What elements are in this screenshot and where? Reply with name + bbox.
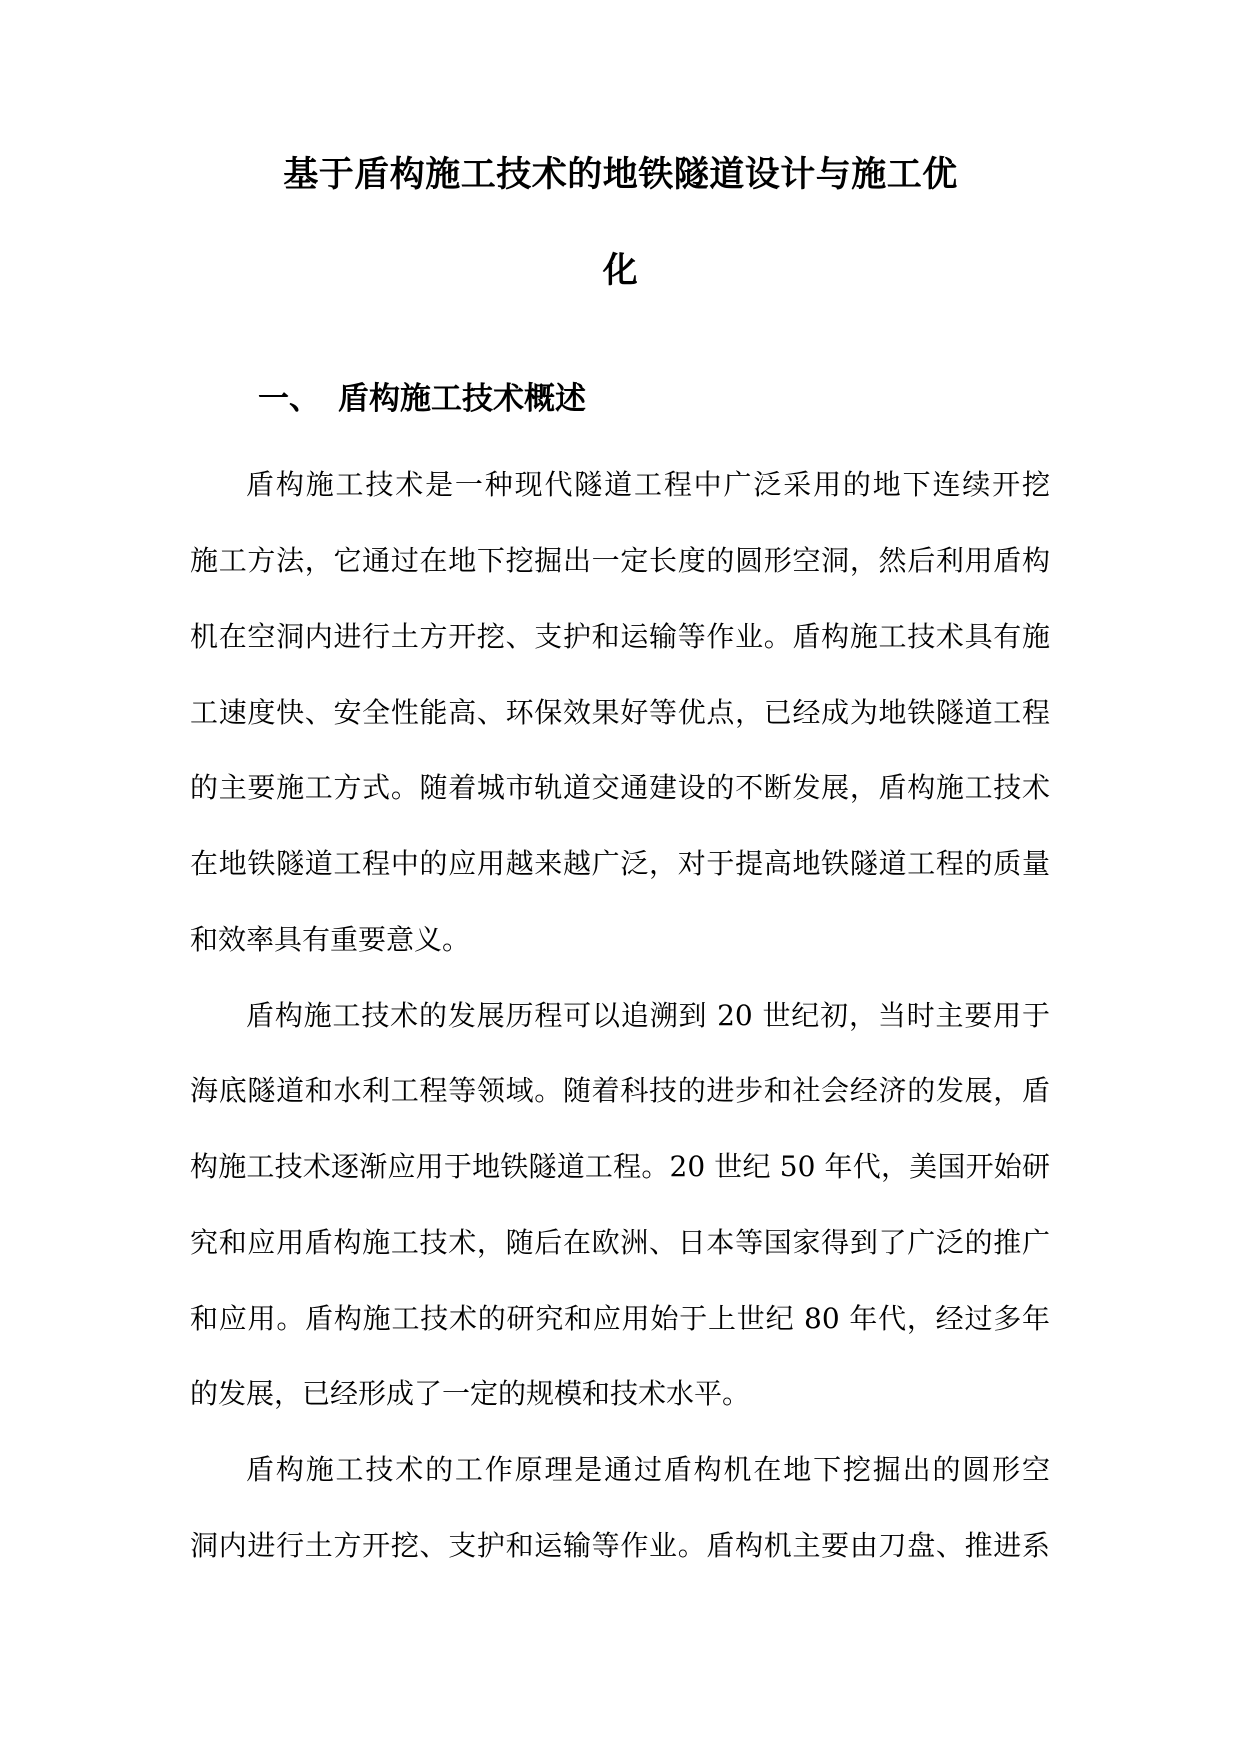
section-title: 盾构施工技术概述 (338, 381, 586, 417)
paragraph-1-line-2: 施工方法，它通过在地下挖掘出一定长度的圆形空洞，然后利用盾构 (190, 544, 1050, 577)
paragraph-1-line-6: 在地铁隧道工程中的应用越来越广泛，对于提高地铁隧道工程的质量 (190, 847, 1050, 880)
paragraph-2-line-2: 海底隧道和水利工程等领域。随着科技的进步和社会经济的发展，盾 (190, 1074, 1050, 1107)
section-number: 一、 (258, 381, 320, 417)
paragraph-1-line-4: 工速度快、安全性能高、环保效果好等优点，已经成为地铁隧道工程 (190, 696, 1050, 729)
paragraph-2-line-3: 构施工技术逐渐应用于地铁隧道工程。20 世纪 50 年代，美国开始研 (190, 1150, 1050, 1183)
paragraph-1-line-5: 的主要施工方式。随着城市轨道交通建设的不断发展，盾构施工技术 (190, 771, 1050, 804)
paragraph-3-line-1: 盾构施工技术的工作原理是通过盾构机在地下挖掘出的圆形空 (246, 1453, 1050, 1486)
paragraph-1-line-7: 和效率具有重要意义。 (190, 923, 471, 956)
paragraph-3-line-2: 洞内进行土方开挖、支护和运输等作业。盾构机主要由刀盘、推进系 (190, 1529, 1050, 1562)
paragraph-2-line-6: 的发展，已经形成了一定的规模和技术水平。 (190, 1377, 751, 1410)
document-title-line-2: 化 (602, 251, 639, 291)
document-title-line-1: 基于盾构施工技术的地铁隧道设计与施工优 (283, 155, 958, 195)
paragraph-2-line-5: 和应用。盾构施工技术的研究和应用始于上世纪 80 年代，经过多年 (190, 1302, 1050, 1335)
paragraph-1-line-1: 盾构施工技术是一种现代隧道工程中广泛采用的地下连续开挖 (246, 468, 1050, 501)
paragraph-1-line-3: 机在空洞内进行土方开挖、支护和运输等作业。盾构施工技术具有施 (190, 620, 1050, 653)
paragraph-2-line-4: 究和应用盾构施工技术，随后在欧洲、日本等国家得到了广泛的推广 (190, 1226, 1050, 1259)
paragraph-2-line-1: 盾构施工技术的发展历程可以追溯到 20 世纪初，当时主要用于 (246, 999, 1050, 1032)
section-heading (258, 377, 586, 421)
